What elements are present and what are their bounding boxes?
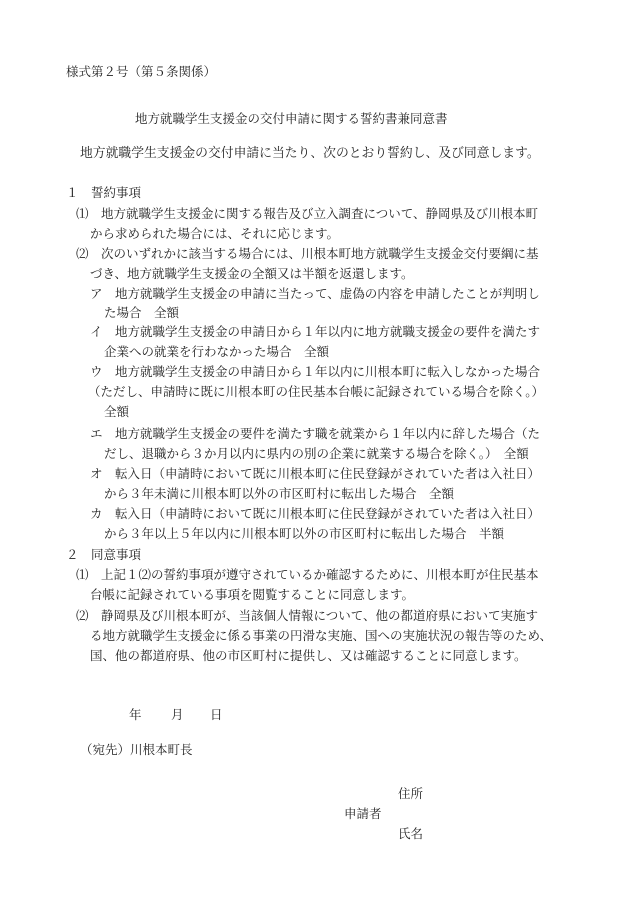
text-line: イ 地方就職学生支援金の申請日から１年以内に地方就職支援金の要件を満たす	[90, 324, 541, 339]
address-label: 住所	[398, 786, 424, 801]
text-line: ⑵ 静岡県及び川根本町が、当該個人情報について、他の都道府県において実施す	[76, 608, 539, 623]
text-line: 国、他の都道府県、他の市区町村に提供し、又は確認することに同意します。	[90, 648, 527, 663]
date-day-label: 日	[210, 707, 223, 722]
text-line: から求められた場合には、それに応じます。	[90, 226, 340, 241]
text-line: から３年以上５年以内に川根本町以外の市区町村に転出した場合 半額	[104, 526, 505, 541]
text-line: カ 転入日（申請時において既に川根本町に住民登録がされていた者は入社日）	[90, 506, 541, 521]
text-line: 企業への就業を行わなかった場合 全額	[104, 344, 330, 359]
name-label: 氏名	[398, 826, 424, 841]
text-line: 台帳に記録されている事項を閲覧することに同意します。	[90, 587, 415, 602]
applicant-label: 申請者	[344, 806, 382, 821]
date-month-label: 月	[171, 707, 184, 722]
text-line: る地方就職学生支援金に係る事業の円滑な実施、国への実施状況の報告等のため、	[90, 628, 553, 643]
text-line: オ 転入日（申請時において既に川根本町に住民登録がされていた者は入社日）	[90, 466, 541, 481]
form-number: 様式第２号（第５条関係）	[66, 64, 217, 79]
text-line: 全額	[104, 404, 130, 419]
date-year-label: 年	[129, 707, 142, 722]
text-line: ⑴ 地方就職学生支援金に関する報告及び立入調査について、静岡県及び川根本町	[76, 206, 539, 221]
section2-heading: ２ 同意事項	[66, 547, 142, 562]
intro-text: 地方就職学生支援金の交付申請に当たり、次のとおり誓約し、及び同意します。	[80, 146, 540, 161]
text-line: づき、地方就職学生支援金の全額又は半額を返還します。	[90, 266, 414, 281]
document-title: 地方就職学生支援金の交付申請に関する誓約書兼同意書	[135, 111, 448, 126]
text-line: た場合 全額	[104, 305, 180, 320]
text-line: から３年未満に川根本町以外の市区町村に転出した場合 全額	[104, 486, 455, 501]
text-line: ウ 地方就職学生支援金の申請日から１年以内に川根本町に転入しなかった場合	[90, 364, 541, 379]
text-line: ア 地方就職学生支援金の申請に当たって、虚偽の内容を申請したことが判明し	[90, 286, 540, 301]
text-line: エ 地方就職学生支援金の要件を満たす職を就業から１年以内に辞した場合（た	[90, 426, 541, 441]
text-line: ⑵ 次のいずれかに該当する場合には、川根本町地方就職学生支援金交付要綱に基	[76, 246, 539, 261]
text-line: ⑴ 上記１⑵の誓約事項が遵守されているか確認するために、川根本町が住民基本	[76, 567, 539, 582]
section1-heading: １ 誓約事項	[66, 185, 142, 200]
text-line: だし、退職から３か月以内に県内の別の企業に就業する場合を除く。） 全額	[104, 446, 529, 461]
text-line: （ただし、申請時に既に川根本町の住民基本台帳に記録されている場合を除く。）	[88, 384, 545, 399]
addressee: （宛先）川根本町長	[80, 742, 193, 757]
